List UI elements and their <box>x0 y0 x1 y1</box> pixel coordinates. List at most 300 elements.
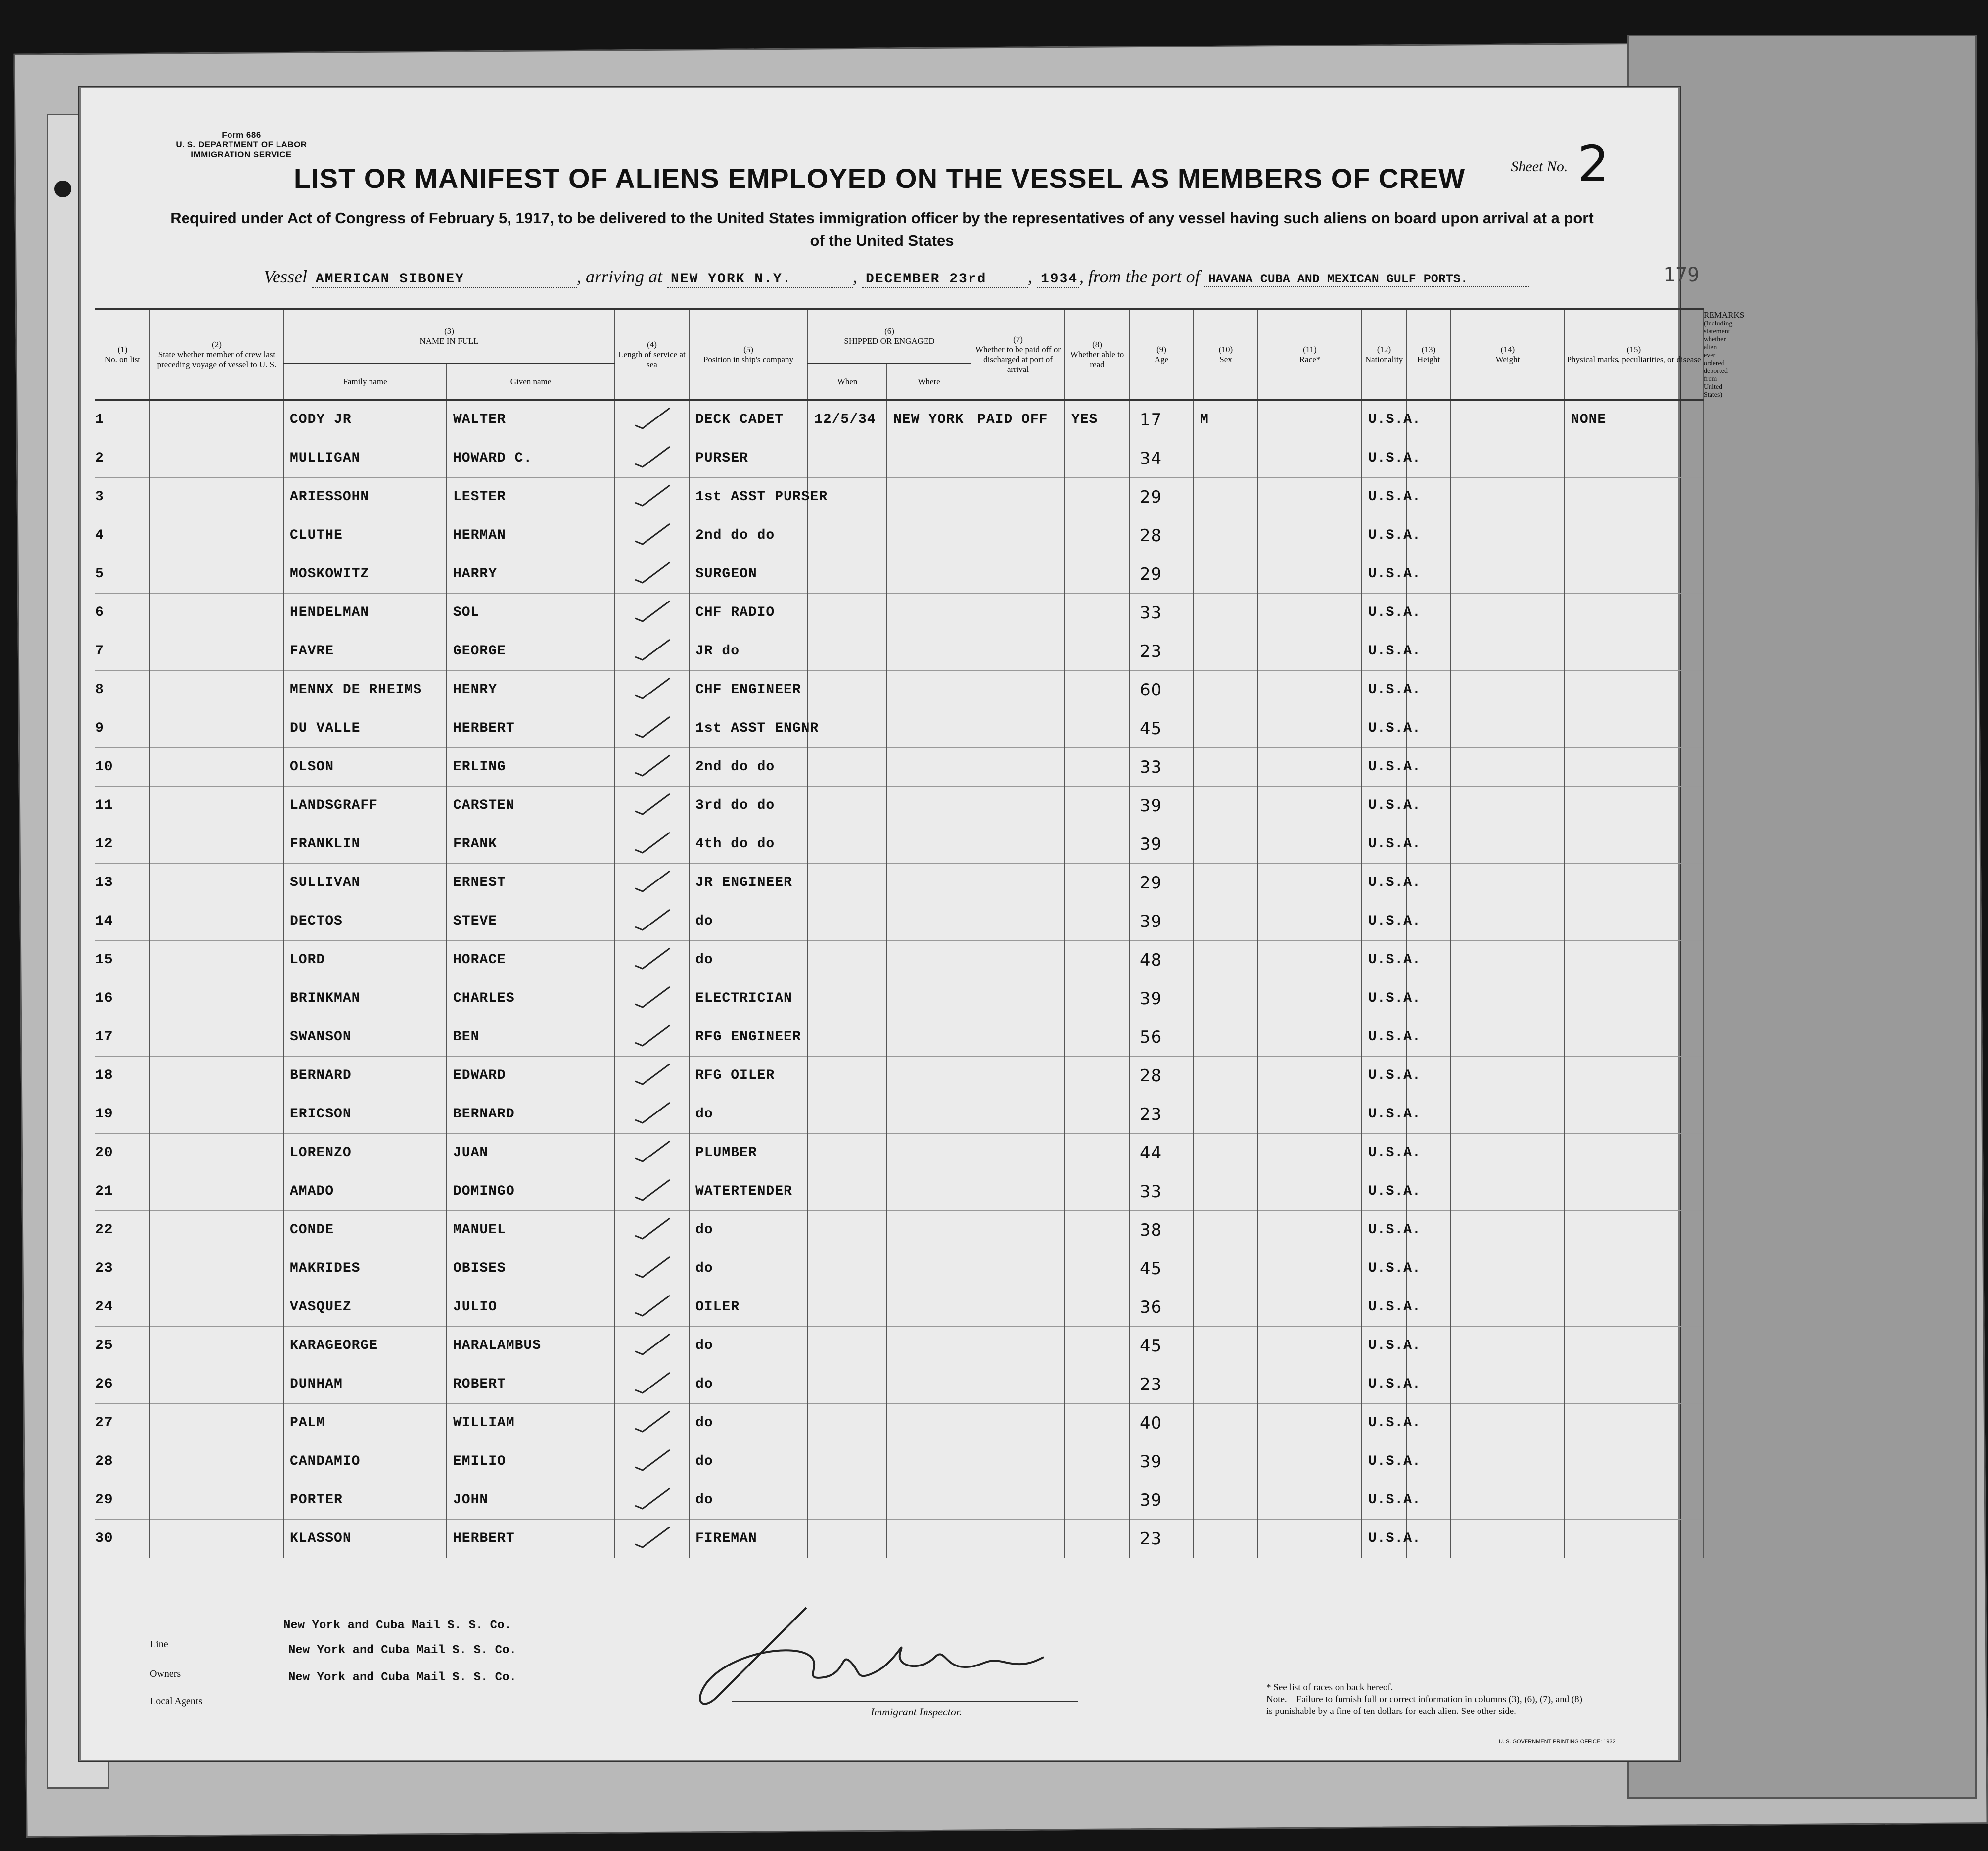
table-row <box>95 1249 1703 1288</box>
given-name: HARRY <box>447 555 615 594</box>
table-row <box>95 1365 1703 1404</box>
age: 28 <box>1129 1057 1194 1095</box>
sex <box>1194 516 1258 555</box>
sex <box>1194 1520 1258 1558</box>
service-length-cell <box>615 400 689 439</box>
header-sex: (10) Sex <box>1194 309 1258 400</box>
able-to-read <box>1065 671 1129 709</box>
nationality: U.S.A. <box>1362 1404 1406 1442</box>
no: 30 <box>95 1520 150 1558</box>
paid-off <box>971 787 1065 825</box>
age: 40 <box>1129 1404 1194 1442</box>
table-row <box>95 748 1703 787</box>
given-name: HENRY <box>447 671 615 709</box>
service-length-cell <box>615 1018 689 1057</box>
when-shipped <box>808 1288 887 1327</box>
able-to-read <box>1065 516 1129 555</box>
family-name: FAVRE <box>283 632 447 671</box>
service-length-cell <box>615 709 689 748</box>
race-cell <box>1258 902 1362 941</box>
age: 23 <box>1129 1520 1194 1558</box>
physical-marks <box>1565 1018 1703 1057</box>
weight-cell <box>1451 748 1565 787</box>
no: 3 <box>95 478 150 516</box>
age: 39 <box>1129 902 1194 941</box>
sex <box>1194 979 1258 1018</box>
race-cell <box>1258 1404 1362 1442</box>
paid-off <box>971 1095 1065 1134</box>
check-mark-icon <box>633 637 672 662</box>
race-cell <box>1258 516 1362 555</box>
paid-off <box>971 555 1065 594</box>
where-shipped <box>887 1249 971 1288</box>
given-name: ERNEST <box>447 864 615 902</box>
physical-marks <box>1565 864 1703 902</box>
nationality: U.S.A. <box>1362 400 1406 439</box>
able-to-read <box>1065 1172 1129 1211</box>
age: 17 <box>1129 400 1194 439</box>
check-mark-icon <box>633 521 672 546</box>
previous-voyage-cell <box>150 671 283 709</box>
family-name: SWANSON <box>283 1018 447 1057</box>
given-name: CARSTEN <box>447 787 615 825</box>
weight-cell <box>1451 1520 1565 1558</box>
position: ELECTRICIAN <box>689 979 808 1018</box>
given-name: HARALAMBUS <box>447 1327 615 1365</box>
age: 48 <box>1129 941 1194 979</box>
when-shipped <box>808 1095 887 1134</box>
race-cell <box>1258 1327 1362 1365</box>
physical-marks <box>1565 1211 1703 1249</box>
race-cell <box>1258 941 1362 979</box>
owners-company: New York and Cuba Mail S. S. Co. <box>288 1644 516 1657</box>
previous-voyage-cell <box>150 632 283 671</box>
age: 39 <box>1129 1481 1194 1520</box>
age: 56 <box>1129 1018 1194 1057</box>
check-mark-icon <box>633 406 672 430</box>
weight-cell <box>1451 478 1565 516</box>
previous-voyage-cell <box>150 1057 283 1095</box>
able-to-read <box>1065 864 1129 902</box>
paid-off <box>971 594 1065 632</box>
race-cell <box>1258 1520 1362 1558</box>
nationality: U.S.A. <box>1362 1481 1406 1520</box>
check-mark-icon <box>633 444 672 469</box>
nationality: U.S.A. <box>1362 902 1406 941</box>
when-shipped <box>808 1365 887 1404</box>
previous-voyage-cell <box>150 825 283 864</box>
sex <box>1194 632 1258 671</box>
age: 39 <box>1129 979 1194 1018</box>
document-subtitle: Required under Act of Congress of February 5, 1917, to be delivered to the United States immigration officer by the representatives of any vessel having such aliens on board upon arrival at a port of the United States <box>170 209 1594 249</box>
previous-voyage-cell <box>150 1520 283 1558</box>
family-name: VASQUEZ <box>283 1288 447 1327</box>
form-identifier <box>167 130 316 160</box>
service-length-cell <box>615 1442 689 1481</box>
physical-marks <box>1565 979 1703 1018</box>
age: 45 <box>1129 1327 1194 1365</box>
table-row <box>95 671 1703 709</box>
service-name: IMMIGRATION SERVICE <box>191 150 292 159</box>
paid-off <box>971 1404 1065 1442</box>
no: 1 <box>95 400 150 439</box>
race-cell <box>1258 748 1362 787</box>
family-name: KLASSON <box>283 1520 447 1558</box>
physical-marks <box>1565 1365 1703 1404</box>
sex <box>1194 1404 1258 1442</box>
paid-off <box>971 439 1065 478</box>
able-to-read <box>1065 825 1129 864</box>
age: 33 <box>1129 594 1194 632</box>
when-shipped <box>808 1404 887 1442</box>
previous-voyage-cell <box>150 902 283 941</box>
weight-cell <box>1451 1018 1565 1057</box>
table-row <box>95 439 1703 478</box>
physical-marks <box>1565 632 1703 671</box>
service-length-cell <box>615 825 689 864</box>
check-mark-icon <box>633 1447 672 1472</box>
position: FIREMAN <box>689 1520 808 1558</box>
where-shipped <box>887 864 971 902</box>
previous-voyage-cell <box>150 516 283 555</box>
weight-cell <box>1451 1134 1565 1172</box>
no: 5 <box>95 555 150 594</box>
sex <box>1194 1057 1258 1095</box>
paid-off <box>971 941 1065 979</box>
header-age: (9) Age <box>1129 309 1194 400</box>
when-shipped <box>808 516 887 555</box>
position: do <box>689 1211 808 1249</box>
weight-cell <box>1451 555 1565 594</box>
weight-cell <box>1451 439 1565 478</box>
check-mark-icon <box>633 560 672 585</box>
able-to-read <box>1065 1057 1129 1095</box>
weight-cell <box>1451 1442 1565 1481</box>
nationality: U.S.A. <box>1362 478 1406 516</box>
where-shipped <box>887 748 971 787</box>
position: 3rd do do <box>689 787 808 825</box>
weight-cell <box>1451 1288 1565 1327</box>
race-cell <box>1258 1249 1362 1288</box>
from-label: , from the port of <box>1079 267 1200 286</box>
table-row <box>95 1057 1703 1095</box>
position: WATERTENDER <box>689 1172 808 1211</box>
no: 18 <box>95 1057 150 1095</box>
race-cell <box>1258 1172 1362 1211</box>
previous-voyage-cell <box>150 1404 283 1442</box>
family-name: BERNARD <box>283 1057 447 1095</box>
where-shipped <box>887 902 971 941</box>
when-shipped <box>808 1520 887 1558</box>
race-cell <box>1258 709 1362 748</box>
given-name: JULIO <box>447 1288 615 1327</box>
no: 17 <box>95 1018 150 1057</box>
weight-cell <box>1451 632 1565 671</box>
inspector-signature <box>688 1598 1073 1716</box>
header-physical-marks: (15) Physical marks, peculiarities, or disease <box>1565 309 1703 400</box>
race-cell <box>1258 979 1362 1018</box>
nationality: U.S.A. <box>1362 1018 1406 1057</box>
header-paid-off: (7) Whether to be paid off or discharged at port of arrival <box>971 309 1065 400</box>
nationality: U.S.A. <box>1362 1520 1406 1558</box>
family-name: DECTOS <box>283 902 447 941</box>
races-note: * See list of races on back hereof. <box>1266 1682 1393 1693</box>
paid-off <box>971 1327 1065 1365</box>
weight-cell <box>1451 1481 1565 1520</box>
service-length-cell <box>615 1327 689 1365</box>
when-shipped <box>808 941 887 979</box>
where-shipped <box>887 1018 971 1057</box>
able-to-read <box>1065 478 1129 516</box>
sex <box>1194 671 1258 709</box>
check-mark-icon <box>633 1332 672 1356</box>
weight-cell <box>1451 825 1565 864</box>
where-shipped <box>887 709 971 748</box>
nationality: U.S.A. <box>1362 864 1406 902</box>
line-label: Line <box>150 1639 168 1650</box>
previous-voyage-cell <box>150 1172 283 1211</box>
age: 60 <box>1129 671 1194 709</box>
when-shipped <box>808 439 887 478</box>
when-shipped <box>808 825 887 864</box>
fine-note: Note.—Failure to furnish full or correct information in columns (3), (6), (7), and (8) is punishable by a fine of ten dollars for each alien. See other side. <box>1266 1694 1582 1716</box>
position: OILER <box>689 1288 808 1327</box>
no: 11 <box>95 787 150 825</box>
sex <box>1194 1481 1258 1520</box>
when-shipped <box>808 709 887 748</box>
no: 4 <box>95 516 150 555</box>
age: 39 <box>1129 1442 1194 1481</box>
paid-off <box>971 825 1065 864</box>
given-name: OBISES <box>447 1249 615 1288</box>
race-cell <box>1258 1134 1362 1172</box>
service-length-cell <box>615 748 689 787</box>
where-shipped <box>887 1520 971 1558</box>
previous-voyage-cell <box>150 400 283 439</box>
when-shipped <box>808 902 887 941</box>
service-length-cell <box>615 864 689 902</box>
when-shipped <box>808 1134 887 1172</box>
sex <box>1194 902 1258 941</box>
table-row <box>95 1404 1703 1442</box>
family-name: ARIESSOHN <box>283 478 447 516</box>
where-shipped <box>887 555 971 594</box>
family-name: KARAGEORGE <box>283 1327 447 1365</box>
owners-label: Owners <box>150 1668 181 1679</box>
given-name: JOHN <box>447 1481 615 1520</box>
service-length-cell <box>615 941 689 979</box>
check-mark-icon <box>633 714 672 739</box>
given-name: HERBERT <box>447 1520 615 1558</box>
family-name: HENDELMAN <box>283 594 447 632</box>
weight-cell <box>1451 516 1565 555</box>
position: do <box>689 1327 808 1365</box>
where-shipped <box>887 1057 971 1095</box>
physical-marks <box>1565 439 1703 478</box>
vessel-info-line: Vessel AMERICAN SIBONEY , arriving at NEW YORK N.Y. , DECEMBER 23rd , 1934, from the port of HAVANA CUBA AND MEXICAN GULF PORTS. <box>264 266 1698 288</box>
paid-off <box>971 1249 1065 1288</box>
table-row <box>95 825 1703 864</box>
table-row <box>95 1520 1703 1558</box>
nationality: U.S.A. <box>1362 1134 1406 1172</box>
weight-cell <box>1451 1095 1565 1134</box>
able-to-read <box>1065 709 1129 748</box>
age: 36 <box>1129 1288 1194 1327</box>
where-shipped <box>887 1134 971 1172</box>
physical-marks <box>1565 709 1703 748</box>
able-to-read: YES <box>1065 400 1129 439</box>
when-shipped <box>808 1481 887 1520</box>
no: 15 <box>95 941 150 979</box>
line-company: New York and Cuba Mail S. S. Co. <box>283 1619 511 1632</box>
physical-marks <box>1565 1249 1703 1288</box>
check-mark-icon <box>633 984 672 1009</box>
when-shipped <box>808 748 887 787</box>
weight-cell <box>1451 400 1565 439</box>
previous-voyage-cell <box>150 1134 283 1172</box>
arriving-port: NEW YORK N.Y. <box>667 272 853 288</box>
service-length-cell <box>615 979 689 1018</box>
physical-marks <box>1565 1404 1703 1442</box>
given-name: WALTER <box>447 400 615 439</box>
position: JR ENGINEER <box>689 864 808 902</box>
able-to-read <box>1065 1249 1129 1288</box>
service-length-cell <box>615 1404 689 1442</box>
no: 24 <box>95 1288 150 1327</box>
given-name: HORACE <box>447 941 615 979</box>
physical-marks <box>1565 1442 1703 1481</box>
check-mark-icon <box>633 676 672 700</box>
header-given-name: Given name <box>447 364 615 400</box>
crew-manifest-table <box>95 308 1703 1558</box>
when-shipped <box>808 671 887 709</box>
paid-off: PAID OFF <box>971 400 1065 439</box>
position: PURSER <box>689 439 808 478</box>
table-row <box>95 1018 1703 1057</box>
weight-cell <box>1451 941 1565 979</box>
service-length-cell <box>615 902 689 941</box>
from-port: HAVANA CUBA AND MEXICAN GULF PORTS. <box>1204 272 1529 287</box>
physical-marks <box>1565 1134 1703 1172</box>
header-previous-voyage: (2) State whether member of crew last preceding voyage of vessel to U. S. <box>150 309 283 400</box>
nationality: U.S.A. <box>1362 941 1406 979</box>
when-shipped <box>808 979 887 1018</box>
paid-off <box>971 516 1065 555</box>
where-shipped <box>887 516 971 555</box>
paid-off <box>971 1288 1065 1327</box>
physical-marks: NONE <box>1565 400 1703 439</box>
race-cell <box>1258 1288 1362 1327</box>
given-name: EDWARD <box>447 1057 615 1095</box>
check-mark-icon <box>633 1062 672 1086</box>
previous-voyage-cell <box>150 709 283 748</box>
where-shipped <box>887 979 971 1018</box>
nationality: U.S.A. <box>1362 825 1406 864</box>
table-row <box>95 1211 1703 1249</box>
able-to-read <box>1065 941 1129 979</box>
sex <box>1194 1365 1258 1404</box>
where-shipped <box>887 1327 971 1365</box>
nationality: U.S.A. <box>1362 1211 1406 1249</box>
age: 23 <box>1129 632 1194 671</box>
sex <box>1194 1288 1258 1327</box>
position: RFG OILER <box>689 1057 808 1095</box>
position: CHF ENGINEER <box>689 671 808 709</box>
paid-off <box>971 902 1065 941</box>
department-name: U. S. DEPARTMENT OF LABOR <box>176 140 307 149</box>
no: 19 <box>95 1095 150 1134</box>
position: SURGEON <box>689 555 808 594</box>
header-position: (5) Position in ship's company <box>689 309 808 400</box>
no: 14 <box>95 902 150 941</box>
position: DECK CADET <box>689 400 808 439</box>
header-length-of-service: (4) Length of service at sea <box>615 309 689 400</box>
check-mark-icon <box>633 791 672 816</box>
family-name: DU VALLE <box>283 709 447 748</box>
check-mark-icon <box>633 1139 672 1163</box>
previous-voyage-cell <box>150 555 283 594</box>
sex <box>1194 594 1258 632</box>
no: 27 <box>95 1404 150 1442</box>
where-shipped <box>887 632 971 671</box>
service-length-cell <box>615 478 689 516</box>
previous-voyage-cell <box>150 439 283 478</box>
sex <box>1194 825 1258 864</box>
age: 23 <box>1129 1095 1194 1134</box>
physical-marks <box>1565 594 1703 632</box>
service-length-cell <box>615 671 689 709</box>
physical-marks <box>1565 825 1703 864</box>
service-length-cell <box>615 1134 689 1172</box>
sex <box>1194 1327 1258 1365</box>
previous-voyage-cell <box>150 787 283 825</box>
given-name: EMILIO <box>447 1442 615 1481</box>
nationality: U.S.A. <box>1362 1288 1406 1327</box>
family-name: MULLIGAN <box>283 439 447 478</box>
paid-off <box>971 1211 1065 1249</box>
punch-hole <box>54 181 71 197</box>
position: do <box>689 941 808 979</box>
vessel-label: Vessel <box>264 267 307 286</box>
check-mark-icon <box>633 1254 672 1279</box>
weight-cell <box>1451 709 1565 748</box>
paid-off <box>971 671 1065 709</box>
paid-off <box>971 632 1065 671</box>
printer-imprint: U. S. GOVERNMENT PRINTING OFFICE: 1932 <box>1499 1739 1616 1745</box>
given-name: CHARLES <box>447 979 615 1018</box>
table-row <box>95 1288 1703 1327</box>
no: 7 <box>95 632 150 671</box>
when-shipped <box>808 1327 887 1365</box>
age: 33 <box>1129 1172 1194 1211</box>
race-cell <box>1258 825 1362 864</box>
where-shipped <box>887 671 971 709</box>
service-length-cell <box>615 1211 689 1249</box>
position: 1st ASST ENGNR <box>689 709 808 748</box>
physical-marks <box>1565 1172 1703 1211</box>
family-name: PORTER <box>283 1481 447 1520</box>
table-row <box>95 902 1703 941</box>
paid-off <box>971 748 1065 787</box>
position: 2nd do do <box>689 516 808 555</box>
weight-cell <box>1451 787 1565 825</box>
paid-off <box>971 1442 1065 1481</box>
family-name: MENNX DE RHEIMS <box>283 671 447 709</box>
sex <box>1194 1442 1258 1481</box>
weight-cell <box>1451 1404 1565 1442</box>
where-shipped <box>887 1288 971 1327</box>
no: 16 <box>95 979 150 1018</box>
